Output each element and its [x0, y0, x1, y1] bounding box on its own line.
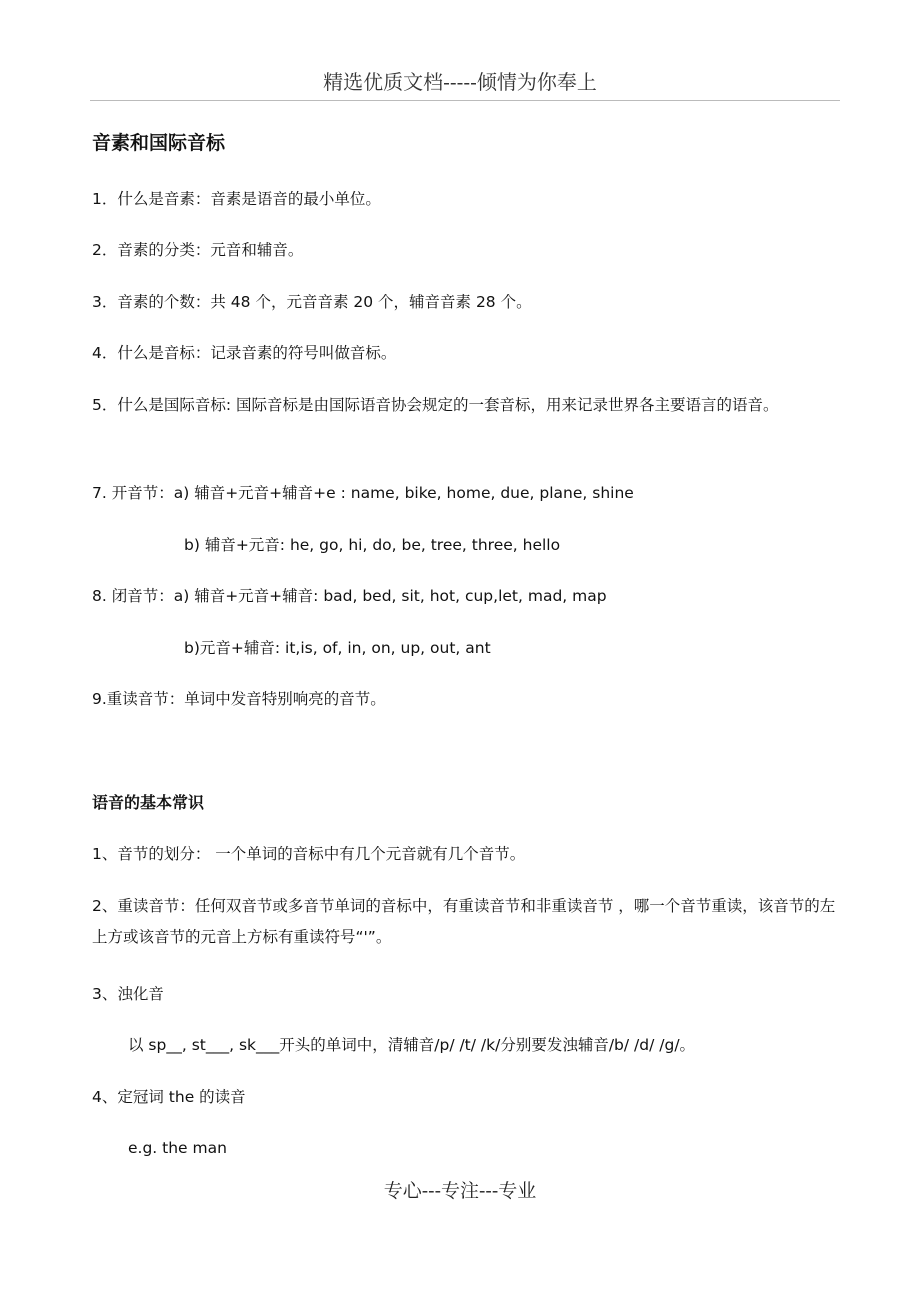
list-item: 8. 闭音节：a) 辅音+元音+辅音: bad, bed, sit, hot, cup,let, mad, map: [92, 587, 607, 605]
document-title: 音素和国际音标: [92, 132, 226, 154]
list-item: 3．音素的个数：共 48 个，元音音素 20 个，辅音音素 28 个。: [92, 293, 532, 311]
list-subitem: b) 辅音+元音: he, go, hi, do, be, tree, three, hello: [184, 536, 561, 554]
list-item-detail: 以 sp__, st___, sk___开头的单词中，清辅音/p/ /t/ /k/分别要发浊辅音/b/ /d/ /g/。: [128, 1036, 696, 1054]
list-item: 4．什么是音标：记录音素的符号叫做音标。: [92, 344, 397, 362]
list-item: 4、定冠词 the 的读音: [92, 1088, 246, 1106]
section-title: 语音的基本常识: [92, 793, 205, 812]
list-item: 2．音素的分类：元音和辅音。: [92, 241, 304, 259]
list-item: 2、重读音节：任何双音节或多音节单词的音标中，有重读音节和非重读音节 ，哪一个音节重读，该音节的左上方或该音节的元音上方标有重读符号“'”。: [92, 897, 836, 946]
page-header: 精选优质文档-----倾情为你奉上: [323, 70, 597, 94]
page-footer: 专心---专注---专业: [383, 1180, 537, 1202]
list-item: 9.重读音节：单词中发音特别响亮的音节。: [92, 690, 386, 708]
list-item: 1．什么是音素：音素是语音的最小单位。: [92, 190, 381, 208]
list-item: 3、浊化音: [92, 985, 164, 1003]
header-divider: [90, 100, 840, 101]
list-item-detail: e.g. the man: [128, 1139, 227, 1157]
list-item: 7. 开音节：a) 辅音+元音+辅音+e : name, bike, home, due, plane, shine: [92, 484, 634, 502]
list-item: 1、音节的划分： 一个单词的音标中有几个元音就有几个音节。: [92, 845, 526, 863]
list-item: 5．什么是国际音标: 国际音标是由国际语音协会规定的一套音标，用来记录世界各主要语言的语音。: [92, 396, 779, 414]
list-subitem: b)元音+辅音: it,is, of, in, on, up, out, ant: [184, 639, 491, 657]
